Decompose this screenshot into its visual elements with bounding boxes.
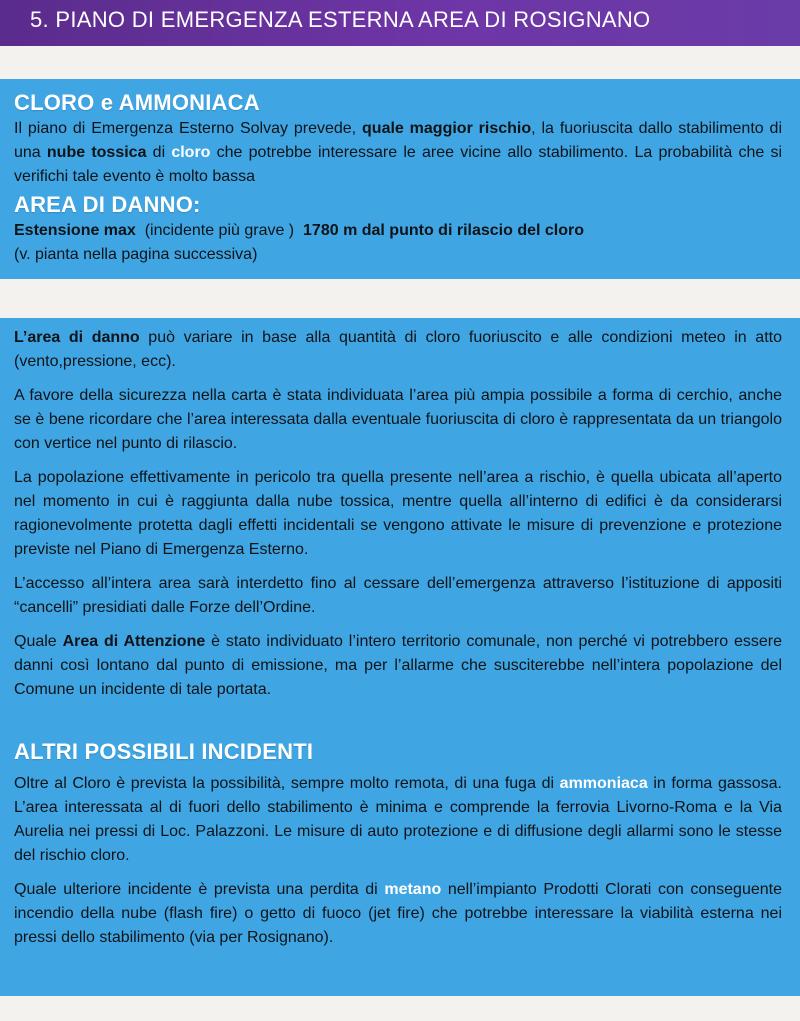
intro-paragraph <box>14 117 782 189</box>
highlight-metano: metano <box>384 881 442 898</box>
text-span: Oltre al Cloro è prevista la possibilità, sempre molto remota, di una fuga di <box>14 775 560 792</box>
bold-area-di-attenzione: Area di Attenzione <box>62 633 206 650</box>
highlight-cloro: cloro <box>171 144 211 161</box>
text-span: , la fuoriuscita dallo stabilimento di una <box>14 120 783 161</box>
paragraph-accesso: L’accesso all’intera area sarà interdetto fino al cessare dell’emergenza attraverso l’istituzione di appositi “cancelli” presidiati dalle Forze dell’Ordine. <box>14 575 782 616</box>
section-heading-altri-incidenti: ALTRI POSSIBILI INCIDENTI <box>14 739 314 764</box>
bold-distance: 1780 m dal punto di rilascio del cloro <box>303 222 584 239</box>
section-heading-cloro-ammoniaca: CLORO e AMMONIACA <box>14 90 260 115</box>
text-span: che potrebbe interessare le aree vicine allo stabilimento. La probabilità che si verifichi tale evento è molto bassa <box>14 144 783 185</box>
bold-estensione-max: Estensione max <box>14 222 136 239</box>
details-panel <box>0 318 800 996</box>
bold-maggior-rischio: quale maggior rischio <box>362 120 532 137</box>
page-header <box>0 0 800 46</box>
text-span: Quale ulteriore incidente è prevista una perdita di <box>14 881 385 898</box>
text-span: in forma gassosa. L’area interessata al di fuori dello stabilimento è minima e comprende la ferrovia Livorno-Roma e la Via Aurelia nei pressi di Loc. Palazzoni. Le misure di auto protezione e di diffusione degli allarmi sono le stesse del rischio cloro. <box>14 775 782 864</box>
text-span: può variare in base alla quantità di cloro fuoriuscito e alle condizioni meteo in atto (vento,pressione, ecc). <box>14 329 782 370</box>
bold-nube-tossica: nube tossica <box>46 144 147 161</box>
area-note: (v. pianta nella pagina successiva) <box>14 246 258 263</box>
paragraph-area-attenzione <box>14 630 782 702</box>
text-span: nell’impianto Prodotti Clorati con conseguente incendio della nube (flash fire) o getto di fuoco (jet fire) che potrebbe interessare la viabilità esterna nei pressi dello stabilimento (via per Rosignano). <box>14 881 782 946</box>
area-extension-line <box>14 219 782 243</box>
paragraph-ammoniaca <box>14 772 782 868</box>
paragraph-cerchio: A favore della sicurezza nella carta è stata individuata l’area più ampia possibile a forma di cerchio, anche se è bene ricordare che l’area interessata dalla eventuale fuoriuscita di cloro è rappresentata da un triangolo con vertice nel punto di rilascio. <box>14 387 782 452</box>
text-span: di <box>146 144 172 161</box>
paragraph-popolazione: La popolazione effettivamente in pericolo tra quella presente nell’area a rischio, è quella ubicata all’aperto nel momento in cui è raggiunta dalla nube tossica, mentre quella all’interno di edifici è da considerarsi ragionevolmente protetta dagli effetti incidentali se vengono attivate le misure di prevenzione e protezione previste nel Piano di Emergenza Esterno. <box>14 469 782 558</box>
text-span: Quale <box>14 633 63 650</box>
paragraph-area-di-danno <box>14 326 782 374</box>
highlight-ammoniaca: ammoniaca <box>559 775 648 792</box>
bold-area-di-danno: L’area di danno <box>14 329 140 346</box>
text-span: è stato individuato l’intero territorio comunale, non perché vi potrebbero essere danni così lontano dal punto di emissione, ma per l’allarme che susciterebbe nell’intera popolazione del Comune un incidente di tale portata. <box>14 633 783 698</box>
text-span: Il piano di Emergenza Esterno Solvay prevede, <box>14 120 363 137</box>
section-heading-area-di-danno: AREA DI DANNO: <box>14 192 201 217</box>
chlorine-panel <box>0 79 800 279</box>
text-span: (incidente più grave ) <box>135 222 304 239</box>
page-title: 5. PIANO DI EMERGENZA ESTERNA AREA DI ROSIGNANO <box>30 7 651 32</box>
paragraph-metano <box>14 878 782 950</box>
